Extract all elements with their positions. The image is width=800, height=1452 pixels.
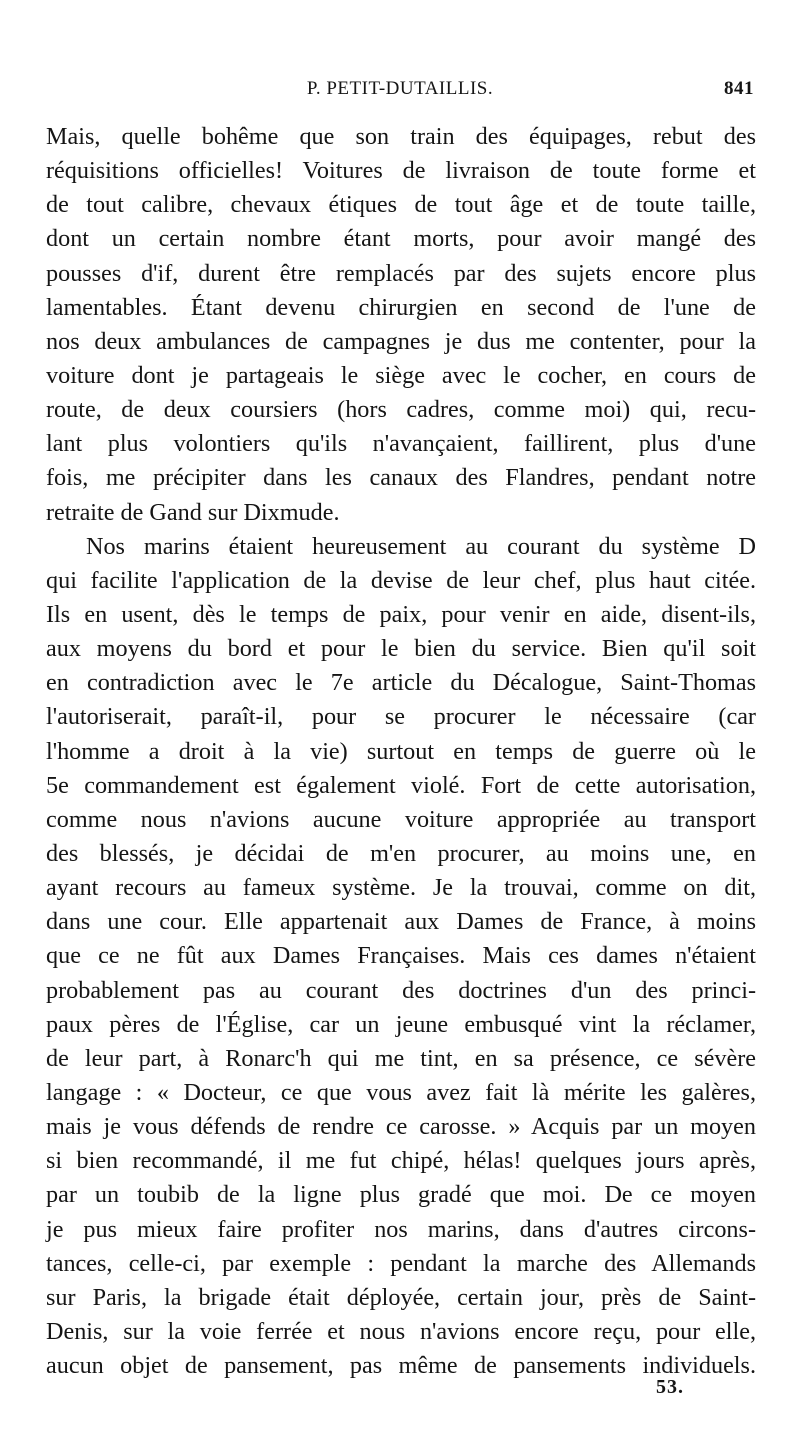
text-line: langage : « Docteur, ce que vous avez fait là mérite les galères, [46, 1078, 756, 1106]
text-line: fois, me précipiter dans les canaux des Flandres, pendant notre [46, 464, 756, 492]
text-line: retraite de Gand sur Dixmude. [46, 498, 340, 526]
text-line: Denis, sur la voie ferrée et nous n'avions encore reçu, pour elle, [46, 1317, 756, 1345]
text-line: qui facilite l'application de la devise de leur chef, plus haut citée. [46, 566, 756, 594]
page-header [46, 78, 754, 108]
text-line: comme nous n'avions aucune voiture appropriée au transport [46, 805, 756, 833]
text-line: sur Paris, la brigade était déployée, certain jour, près de Saint- [46, 1283, 756, 1311]
text-line: mais je vous défends de rendre ce carosse. » Acquis par un moyen [46, 1113, 756, 1141]
text-line: Nos marins étaient heureusement au courant du système D [86, 532, 756, 560]
text-line: lamentables. Étant devenu chirurgien en second de l'une de [46, 293, 756, 321]
text-line: aucun objet de pansement, pas même de pansements individuels. [46, 1352, 756, 1380]
text-line: nos deux ambulances de campagnes je dus me contenter, pour la [46, 327, 756, 355]
text-line: des blessés, je décidai de m'en procurer, au moins une, en [46, 839, 756, 867]
text-line: Mais, quelle bohême que son train des équipages, rebut des [46, 123, 756, 150]
text-line: par un toubib de la ligne plus gradé que moi. De ce moyen [46, 1181, 756, 1209]
page-number: 841 [724, 78, 754, 99]
text-line: paux pères de l'Église, car un jeune embusqué vint la réclamer, [46, 1010, 756, 1038]
text-line: l'homme a droit à la vie) surtout en temps de guerre où le [46, 737, 756, 765]
text-line: route, de deux coursiers (hors cadres, comme moi) qui, recu- [46, 396, 756, 424]
text-line: voiture dont je partageais le siège avec le cocher, en cours de [46, 361, 756, 389]
text-line: ayant recours au fameux système. Je la trouvai, comme on dit, [46, 874, 756, 902]
text-line: de tout calibre, chevaux étiques de tout âge et de toute taille, [46, 191, 756, 219]
text-line: réquisitions officielles! Voitures de livraison de toute forme et [46, 157, 756, 185]
running-head: P. PETIT-DUTAILLIS. [306, 78, 494, 99]
signature-mark: 53. [656, 1376, 684, 1398]
body-text [46, 120, 756, 1383]
text-line: probablement pas au courant des doctrines d'un des princi- [46, 976, 756, 1004]
text-line: de leur part, à Ronarc'h qui me tint, en sa présence, ce sévère [46, 1044, 756, 1072]
text-line: je pus mieux faire profiter nos marins, dans d'autres circons- [46, 1215, 756, 1243]
text-line: Ils en usent, dès le temps de paix, pour venir en aide, disent-ils, [46, 600, 756, 628]
text-line: dont un certain nombre étant morts, pour avoir mangé des [46, 225, 756, 253]
text-line: aux moyens du bord et pour le bien du service. Bien qu'il soit [46, 635, 756, 663]
text-line: tances, celle-ci, par exemple : pendant la marche des Allemands [46, 1249, 756, 1277]
text-line: dans une cour. Elle appartenait aux Dames de France, à moins [46, 908, 756, 936]
text-line: en contradiction avec le 7e article du Décalogue, Saint-Thomas [46, 669, 756, 697]
text-line: lant plus volontiers qu'ils n'avançaient, faillirent, plus d'une [46, 430, 756, 458]
text-line: pousses d'if, durent être remplacés par des sujets encore plus [46, 259, 756, 287]
text-line: que ce ne fût aux Dames Françaises. Mais ces dames n'étaient [46, 942, 756, 970]
text-line: 5e commandement est également violé. Fort de cette autorisation, [46, 771, 756, 799]
text-line: si bien recommandé, il me fut chipé, hélas! quelques jours après, [46, 1147, 756, 1175]
text-line: l'autoriserait, paraît-il, pour se procurer le nécessaire (car [46, 703, 756, 731]
